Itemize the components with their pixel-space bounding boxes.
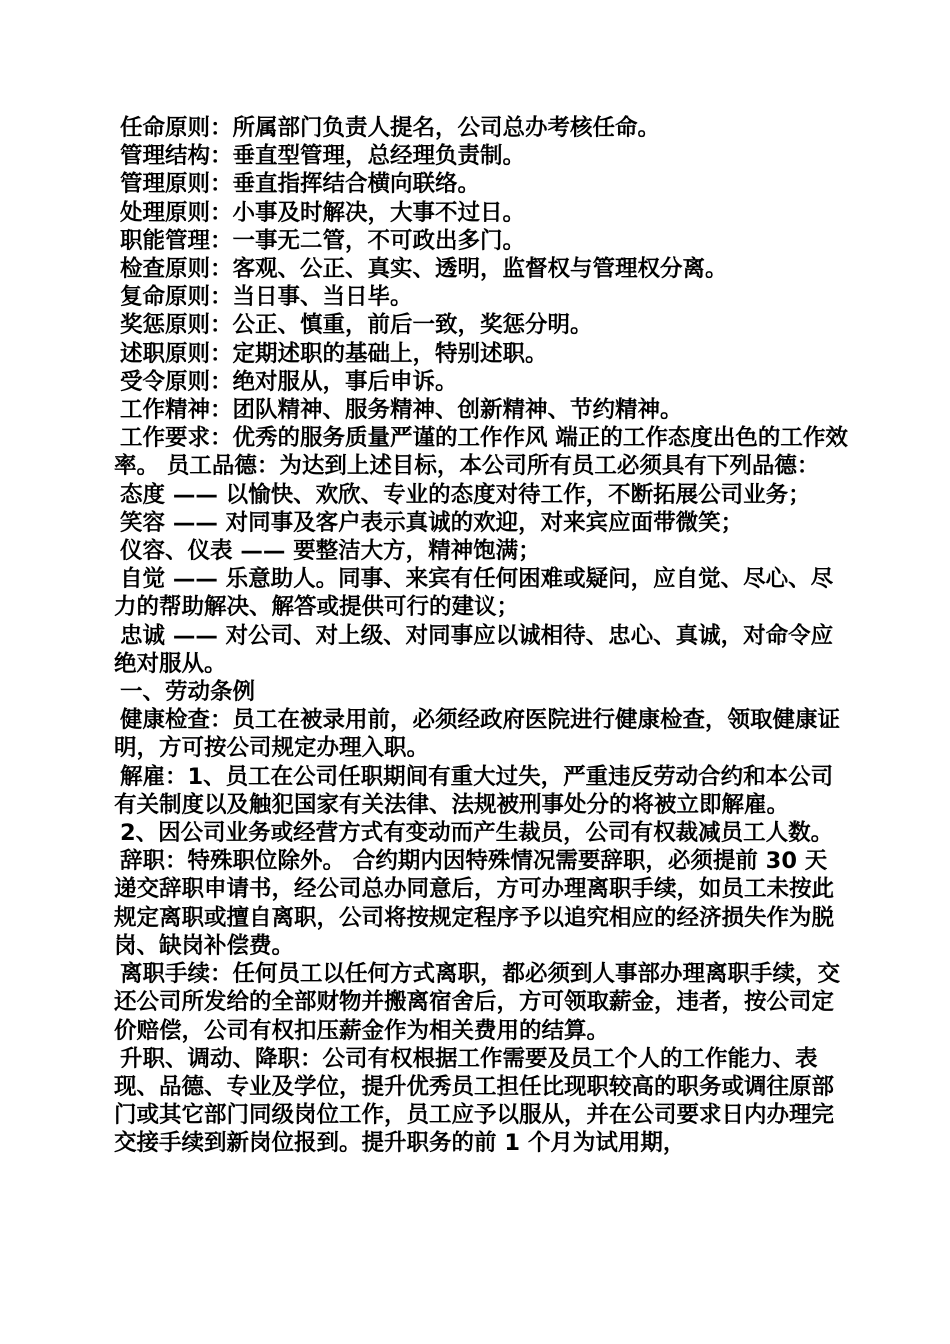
paragraph-management-principle: 管理原则：垂直指挥结合横向联络。 xyxy=(120,171,481,198)
paragraph-dismissal-2: 2、因公司业务或经营方式有变动而产生裁员，公司有权裁减员工人数。 xyxy=(120,820,834,847)
paragraph-duty-report-principle: 述职原则：定期述职的基础上，特别述职。 xyxy=(120,340,548,367)
paragraph-smile: 笑容 —— 对同事及客户表示真诚的欢迎，对来宾应面带微笑； xyxy=(120,509,744,536)
paragraph-appearance: 仪容、仪表 —— 要整洁大方，精神饱满； xyxy=(120,538,541,565)
paragraph-handling-principle: 处理原则：小事及时解决，大事不过日。 xyxy=(120,199,526,226)
paragraph-reward-principle: 奖惩原则：公正、慎重，前后一致，奖惩分明。 xyxy=(120,312,593,339)
paragraph-work-requirements: 工作要求：优秀的服务质量严谨的工作作风 端正的工作态度出色的工作效率。 员工品德：为达到上述目标，本公司所有员工必须具有下列品德： xyxy=(114,425,848,480)
document-body xyxy=(114,114,849,1158)
paragraph-report-principle: 复命原则：当日事、当日毕。 xyxy=(120,284,413,311)
paragraph-health-check: 健康检查：员工在被录用前，必须经政府医院进行健康检查，领取健康证明，方可按公司规定办理入职。 xyxy=(114,707,841,762)
paragraph-management-structure: 管理结构：垂直型管理，总经理负责制。 xyxy=(120,143,526,170)
paragraph-inspection-principle: 检查原则：客观、公正、真实、透明，监督权与管理权分离。 xyxy=(120,256,728,283)
paragraph-attitude: 态度 —— 以愉快、欢欣、专业的态度对待工作，不断拓展公司业务； xyxy=(120,481,811,508)
paragraph-self-conscious: 自觉 —— 乐意助人。同事、来宾有任何困难或疑问，应自觉、尽心、尽力的帮助解决、解答或提供可行的建议； xyxy=(114,566,834,621)
paragraph-dismissal-1: 解雇：1、员工在公司任职期间有重大过失，严重违反劳动合约和本公司有关制度以及触犯国家有关法律、法规被刑事处分的将被立即解雇。 xyxy=(114,763,834,818)
paragraph-loyalty: 忠诚 —— 对公司、对上级、对同事应以诚相待、忠心、真诚，对命令应绝对服从。 xyxy=(114,622,834,677)
paragraph-order-principle: 受令原则：绝对服从，事后申诉。 xyxy=(120,368,458,395)
section-heading-labor-regulations: 一、劳动条例 xyxy=(120,679,256,706)
paragraph-leaving-procedure: 离职手续：任何员工以任何方式离职，都必须到人事部办理离职手续，交还公司所发给的全部财物并搬离宿舍后，方可领取薪金，违者，按公司定价赔偿，公司有权扣压薪金作为相关费用的结算。 xyxy=(114,961,841,1044)
paragraph-promotion-transfer: 升职、调动、降职：公司有权根据工作需要及员工个人的工作能力、表现、品德、专业及学位，提升优秀员工担任比现职较高的职务或调往原部门或其它部门同级岗位工作，员工应予以服从，并在公司要求日内办理完交接手续到新岗位报到。提升职务的前 1 个月为试用期， xyxy=(114,1045,835,1157)
paragraph-functional-management: 职能管理：一事无二管，不可政出多门。 xyxy=(120,227,526,254)
paragraph-work-spirit: 工作精神：团队精神、服务精神、创新精神、节约精神。 xyxy=(120,397,683,424)
paragraph-resignation: 辞职：特殊职位除外。 合约期内因特殊情况需要辞职，必须提前 30 天递交辞职申请书，经公司总办同意后，方可办理离职手续，如员工未按此规定离职或擅自离职，公司将按规定程序予以追究相应的经济损失作为脱岗、缺岗补偿费。 xyxy=(114,848,835,959)
paragraph-appointment-principle: 任命原则：所属部门负责人提名，公司总办考核任命。 xyxy=(120,115,661,141)
